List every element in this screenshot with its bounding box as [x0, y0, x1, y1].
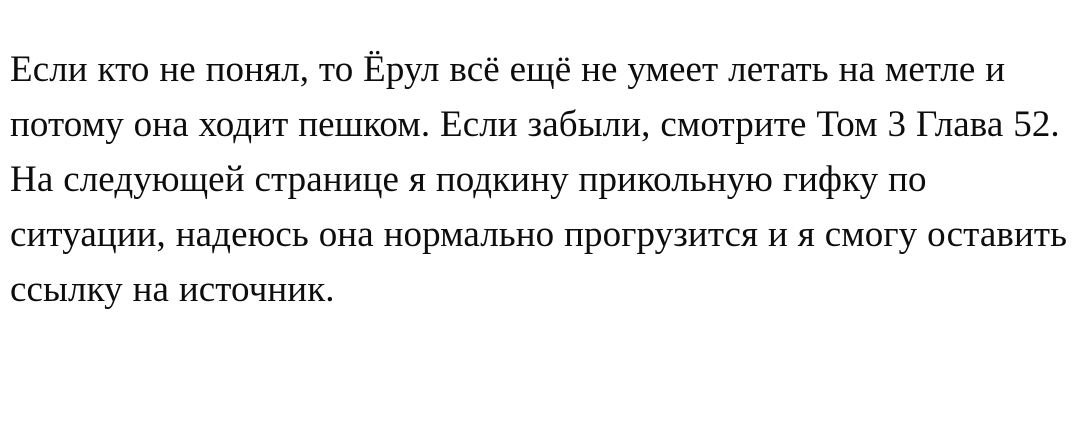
- note-body-text: Если кто не понял, то Ёрул всё ещё не умеет летать на метле и потому она ходит пешком. Если забыли, смотрите Том 3 Глава 52. На следующей странице я подкину прикольную гифку по ситуации, надеюсь она нормально прогрузится и я смогу оставить ссылку на источник.: [10, 49, 1077, 310]
